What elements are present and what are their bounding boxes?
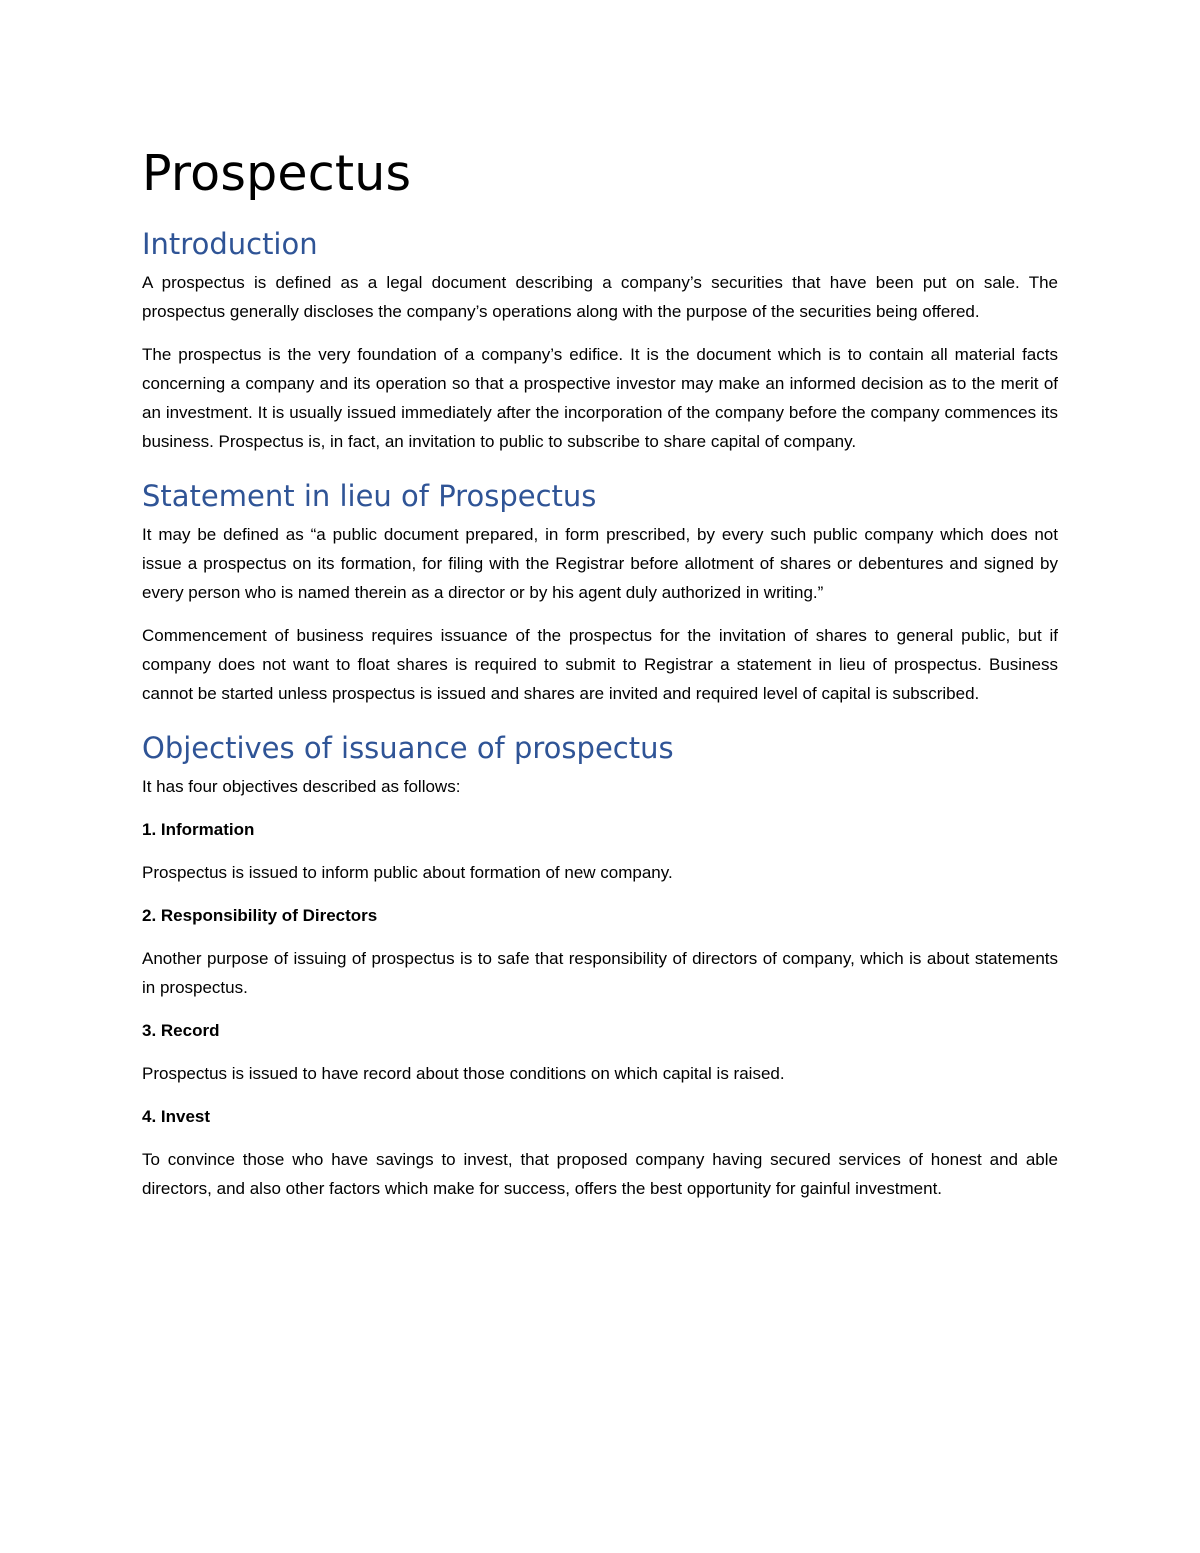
statement-paragraph-1: It may be defined as “a public document prepared, in form prescribed, by every such public company which does not issue a prospectus on its formation, for filing with the Registrar before allotment of shares or debentures and signed by every person who is named therein as a director or by his agent duly authorized in writing.” — [142, 525, 1058, 602]
document-title: Prospectus — [142, 145, 412, 202]
section-heading-introduction: Introduction — [142, 227, 318, 261]
objective-text-information: Prospectus is issued to inform public about formation of new company. — [142, 863, 673, 882]
section-heading-statement-in-lieu: Statement in lieu of Prospectus — [142, 479, 597, 513]
section-heading-objectives: Objectives of issuance of prospectus — [142, 731, 674, 765]
introduction-paragraph-2: The prospectus is the very foundation of a company’s edifice. It is the document which is to contain all material facts concerning a company and its operation so that a prospective investor may make an informed decision as to the merit of an investment. It is usually issued immediately after the incorporation of the company before the company commences its business. Prospectus is, in fact, an invitation to public to subscribe to share capital of company. — [142, 345, 1058, 451]
objectives-intro: It has four objectives described as follows: — [142, 777, 461, 796]
objective-title-record: 3. Record — [142, 1021, 220, 1040]
objective-text-invest: To convince those who have savings to invest, that proposed company having secured services of honest and able directors, and also other factors which make for success, offers the best opportunity for gainful investment. — [142, 1150, 1058, 1198]
statement-paragraph-2: Commencement of business requires issuance of the prospectus for the invitation of shares to general public, but if company does not want to float shares is required to submit to Registrar a statement in lieu of prospectus. Business cannot be started unless prospectus is issued and shares are invited and required level of capital is subscribed. — [142, 626, 1058, 703]
objective-text-responsibility: Another purpose of issuing of prospectus is to safe that responsibility of directors of company, which is about statements in prospectus. — [142, 949, 1058, 997]
objective-text-record: Prospectus is issued to have record about those conditions on which capital is raised. — [142, 1064, 785, 1083]
document-page — [142, 138, 1058, 1203]
objective-title-information: 1. Information — [142, 820, 255, 839]
objective-title-responsibility: 2. Responsibility of Directors — [142, 906, 378, 925]
objective-title-invest: 4. Invest — [142, 1107, 211, 1126]
introduction-paragraph-1: A prospectus is defined as a legal document describing a company’s securities that have been put on sale. The prospectus generally discloses the company’s operations along with the purpose of the securities being offered. — [142, 273, 1058, 321]
